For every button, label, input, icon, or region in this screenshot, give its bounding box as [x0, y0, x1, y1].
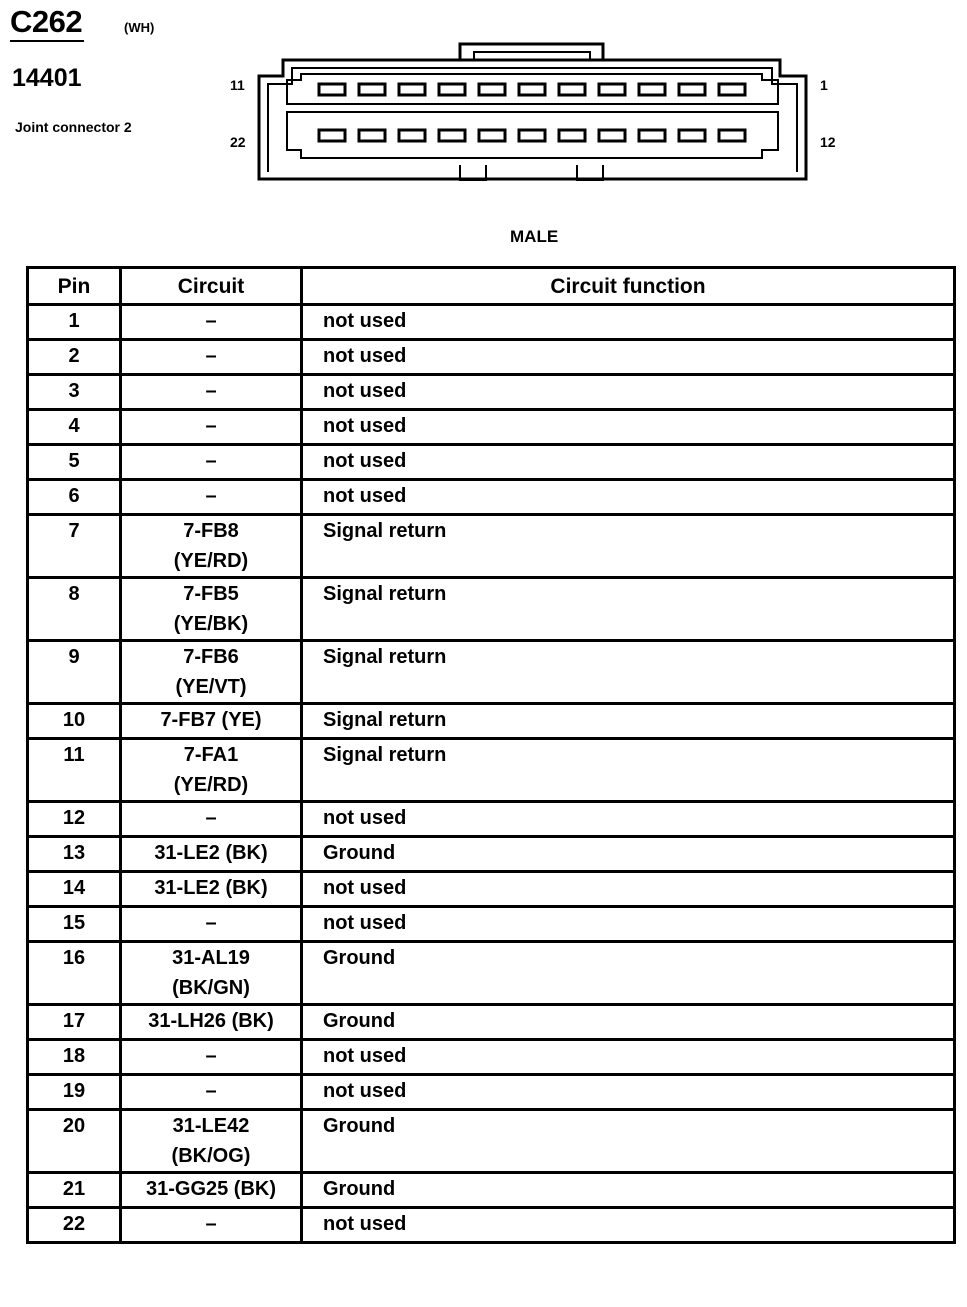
table-row: [28, 704, 955, 739]
circuit-function: not used: [323, 807, 407, 829]
table-row: [28, 837, 955, 872]
pin-number-cell: [28, 1040, 121, 1075]
header-pin: Pin: [28, 268, 121, 305]
pin-table: [26, 266, 956, 1244]
circuit-function: Ground: [323, 1010, 396, 1032]
pin-number: 12: [62, 807, 86, 829]
connector-pin-socket: [439, 130, 465, 141]
circuit-cell: [121, 1110, 302, 1173]
circuit-code-line: –: [205, 450, 217, 472]
pin-number: 11: [63, 744, 85, 766]
connector-pin-socket: [679, 130, 705, 141]
pin-label-11: 11: [230, 77, 245, 93]
circuit-code-line: 31-AL19: [172, 947, 250, 969]
pin-number: 1: [68, 310, 80, 332]
circuit-cell: [121, 907, 302, 942]
circuit-function-cell: [302, 641, 955, 704]
pin-number-cell: [28, 445, 121, 480]
connector-color-code: (WH): [124, 20, 155, 35]
table-row: [28, 1173, 955, 1208]
circuit-cell: [121, 515, 302, 578]
table-row: [28, 1110, 955, 1173]
circuit-function-cell: [302, 340, 955, 375]
circuit-cell: [121, 872, 302, 907]
circuit-function-cell: [302, 410, 955, 445]
circuit-code-line: 31-LE2 (BK): [154, 877, 268, 899]
circuit-function: not used: [323, 912, 407, 934]
pin-number-cell: [28, 1005, 121, 1040]
header-circuit: Circuit: [121, 268, 302, 305]
circuit-cell: [121, 375, 302, 410]
circuit-cell: [121, 1040, 302, 1075]
connector-pin-socket: [719, 130, 745, 141]
pin-number-cell: [28, 641, 121, 704]
circuit-code-line: –: [205, 1213, 217, 1235]
connector-pin-socket: [399, 84, 425, 95]
circuit-code-line: –: [205, 912, 217, 934]
circuit-cell: [121, 410, 302, 445]
circuit-function: not used: [323, 485, 407, 507]
connector-pin-socket: [599, 130, 625, 141]
circuit-code-line: –: [205, 345, 217, 367]
pin-number-cell: [28, 1075, 121, 1110]
pin-number: 16: [62, 947, 86, 969]
pin-number-cell: [28, 704, 121, 739]
circuit-function: Ground: [323, 1178, 396, 1200]
connector-pin-socket: [639, 84, 665, 95]
circuit-function-cell: [302, 739, 955, 802]
circuit-function: not used: [323, 1080, 407, 1102]
pin-number: 19: [62, 1080, 86, 1102]
circuit-cell: [121, 1208, 302, 1243]
circuit-code-line: –: [205, 1080, 217, 1102]
circuit-function-cell: [302, 1110, 955, 1173]
table-row: [28, 480, 955, 515]
pin-label-1: 1: [820, 77, 828, 93]
connector-pin-socket: [679, 84, 705, 95]
circuit-function-cell: [302, 1075, 955, 1110]
circuit-function: not used: [323, 380, 407, 402]
circuit-code-line: (BK/GN): [172, 977, 250, 999]
connector-diagram: [0, 0, 967, 210]
circuit-function: not used: [323, 1045, 407, 1067]
circuit-code-line: (YE/RD): [173, 774, 249, 796]
table-row: [28, 802, 955, 837]
circuit-code-line: –: [205, 415, 217, 437]
connector-pin-socket: [559, 84, 585, 95]
circuit-function: not used: [323, 1213, 407, 1235]
circuit-cell: [121, 445, 302, 480]
circuit-code-line: 7-FA1: [183, 744, 239, 766]
circuit-function-cell: [302, 1005, 955, 1040]
pin-number-cell: [28, 578, 121, 641]
table-row: [28, 1040, 955, 1075]
circuit-code-line: 7-FB7 (YE): [160, 709, 262, 731]
circuit-function: Ground: [323, 947, 396, 969]
pin-label-22: 22: [230, 134, 246, 150]
circuit-code-line: –: [205, 807, 217, 829]
circuit-function: Signal return: [323, 520, 447, 542]
connector-pin-socket: [519, 84, 545, 95]
circuit-function: not used: [323, 877, 407, 899]
pin-number: 14: [62, 877, 86, 899]
circuit-function: not used: [323, 345, 407, 367]
circuit-function-cell: [302, 1040, 955, 1075]
circuit-cell: [121, 837, 302, 872]
circuit-cell: [121, 578, 302, 641]
connector-pin-socket: [519, 130, 545, 141]
circuit-function-cell: [302, 872, 955, 907]
circuit-cell: [121, 340, 302, 375]
circuit-cell: [121, 704, 302, 739]
circuit-cell: [121, 1075, 302, 1110]
circuit-code-line: 31-LE42: [172, 1115, 250, 1137]
circuit-cell: [121, 802, 302, 837]
pin-number: 9: [68, 646, 80, 668]
circuit-function-cell: [302, 305, 955, 340]
connector-pin-socket: [639, 130, 665, 141]
circuit-function-cell: [302, 480, 955, 515]
circuit-function-cell: [302, 942, 955, 1005]
connector-pin-socket: [319, 84, 345, 95]
pin-number-cell: [28, 410, 121, 445]
pin-number: 20: [62, 1115, 86, 1137]
circuit-cell: [121, 1173, 302, 1208]
table-row: [28, 578, 955, 641]
table-row: [28, 340, 955, 375]
circuit-code-line: 31-GG25 (BK): [145, 1178, 277, 1200]
connector-pin-socket: [439, 84, 465, 95]
pin-label-12: 12: [820, 134, 836, 150]
circuit-function-cell: [302, 907, 955, 942]
circuit-code-line: 7-FB6: [183, 646, 239, 668]
circuit-function-cell: [302, 515, 955, 578]
connector-pin-socket: [359, 84, 385, 95]
pin-number-cell: [28, 305, 121, 340]
circuit-function: Signal return: [323, 646, 447, 668]
circuit-code-line: (YE/VT): [175, 676, 247, 698]
circuit-code-line: 7-FB5: [183, 583, 239, 605]
circuit-function: not used: [323, 450, 407, 472]
pin-number: 6: [68, 485, 80, 507]
pin-number-cell: [28, 515, 121, 578]
pin-number-cell: [28, 375, 121, 410]
table-row: [28, 641, 955, 704]
table-row: [28, 907, 955, 942]
circuit-function: Signal return: [323, 744, 447, 766]
table-row: [28, 739, 955, 802]
pin-number-cell: [28, 872, 121, 907]
circuit-function-cell: [302, 837, 955, 872]
table-row: [28, 942, 955, 1005]
table-row: [28, 1208, 955, 1243]
connector-pin-socket: [559, 130, 585, 141]
table-header-row: [28, 268, 955, 305]
connector-pin-socket: [719, 84, 745, 95]
pin-number-cell: [28, 1110, 121, 1173]
pin-number: 8: [68, 583, 80, 605]
pin-number: 17: [62, 1010, 86, 1032]
part-number: 14401: [12, 64, 82, 92]
connector-pin-socket: [399, 130, 425, 141]
circuit-code-line: –: [205, 1045, 217, 1067]
circuit-function: Signal return: [323, 709, 447, 731]
pin-number: 5: [68, 450, 80, 472]
circuit-code-line: (YE/BK): [173, 613, 249, 635]
circuit-code-line: (BK/OG): [171, 1145, 251, 1167]
connector-gender-label: MALE: [510, 227, 559, 246]
circuit-cell: [121, 739, 302, 802]
pin-number: 7: [68, 520, 80, 542]
circuit-code-line: 7-FB8: [183, 520, 239, 542]
connector-description: Joint connector 2: [15, 119, 132, 135]
pin-number-cell: [28, 802, 121, 837]
circuit-function: not used: [323, 310, 407, 332]
pin-number: 2: [68, 345, 80, 367]
connector-pin-socket: [319, 130, 345, 141]
table-row: [28, 375, 955, 410]
pin-number: 4: [68, 415, 80, 437]
circuit-function: Signal return: [323, 583, 447, 605]
connector-pin-socket: [479, 130, 505, 141]
table-row: [28, 1075, 955, 1110]
pin-number-cell: [28, 907, 121, 942]
pin-number-cell: [28, 739, 121, 802]
pin-number: 22: [62, 1213, 86, 1235]
pin-number-cell: [28, 1208, 121, 1243]
table-row: [28, 410, 955, 445]
table-row: [28, 515, 955, 578]
table-row: [28, 872, 955, 907]
circuit-cell: [121, 305, 302, 340]
pin-number-cell: [28, 942, 121, 1005]
circuit-function: not used: [323, 415, 407, 437]
circuit-code-line: 31-LE2 (BK): [154, 842, 268, 864]
circuit-function: Ground: [323, 842, 396, 864]
circuit-cell: [121, 1005, 302, 1040]
circuit-function: Ground: [323, 1115, 396, 1137]
pin-number: 15: [62, 912, 86, 934]
pin-number-cell: [28, 340, 121, 375]
pin-number-cell: [28, 837, 121, 872]
circuit-code-line: –: [205, 380, 217, 402]
pin-number: 13: [62, 842, 86, 864]
circuit-cell: [121, 641, 302, 704]
circuit-code-line: –: [205, 485, 217, 507]
table-row: [28, 305, 955, 340]
table-row: [28, 445, 955, 480]
circuit-function-cell: [302, 445, 955, 480]
header-circuit-function: Circuit function: [302, 268, 955, 305]
circuit-code-line: –: [205, 310, 217, 332]
pin-number: 3: [68, 380, 80, 402]
circuit-code-line: (YE/RD): [173, 550, 249, 572]
circuit-function-cell: [302, 704, 955, 739]
circuit-function-cell: [302, 802, 955, 837]
pin-number: 10: [62, 709, 86, 731]
pin-number: 18: [62, 1045, 86, 1067]
circuit-function-cell: [302, 375, 955, 410]
pin-number: 21: [62, 1178, 86, 1200]
circuit-function-cell: [302, 578, 955, 641]
circuit-cell: [121, 942, 302, 1005]
circuit-code-line: 31-LH26 (BK): [148, 1010, 274, 1032]
connector-pin-socket: [479, 84, 505, 95]
connector-pin-socket: [599, 84, 625, 95]
connector-pin-socket: [359, 130, 385, 141]
connector-id: C262: [10, 4, 84, 42]
circuit-cell: [121, 480, 302, 515]
pin-number-cell: [28, 1173, 121, 1208]
pin-number-cell: [28, 480, 121, 515]
circuit-function-cell: [302, 1208, 955, 1243]
circuit-function-cell: [302, 1173, 955, 1208]
table-row: [28, 1005, 955, 1040]
